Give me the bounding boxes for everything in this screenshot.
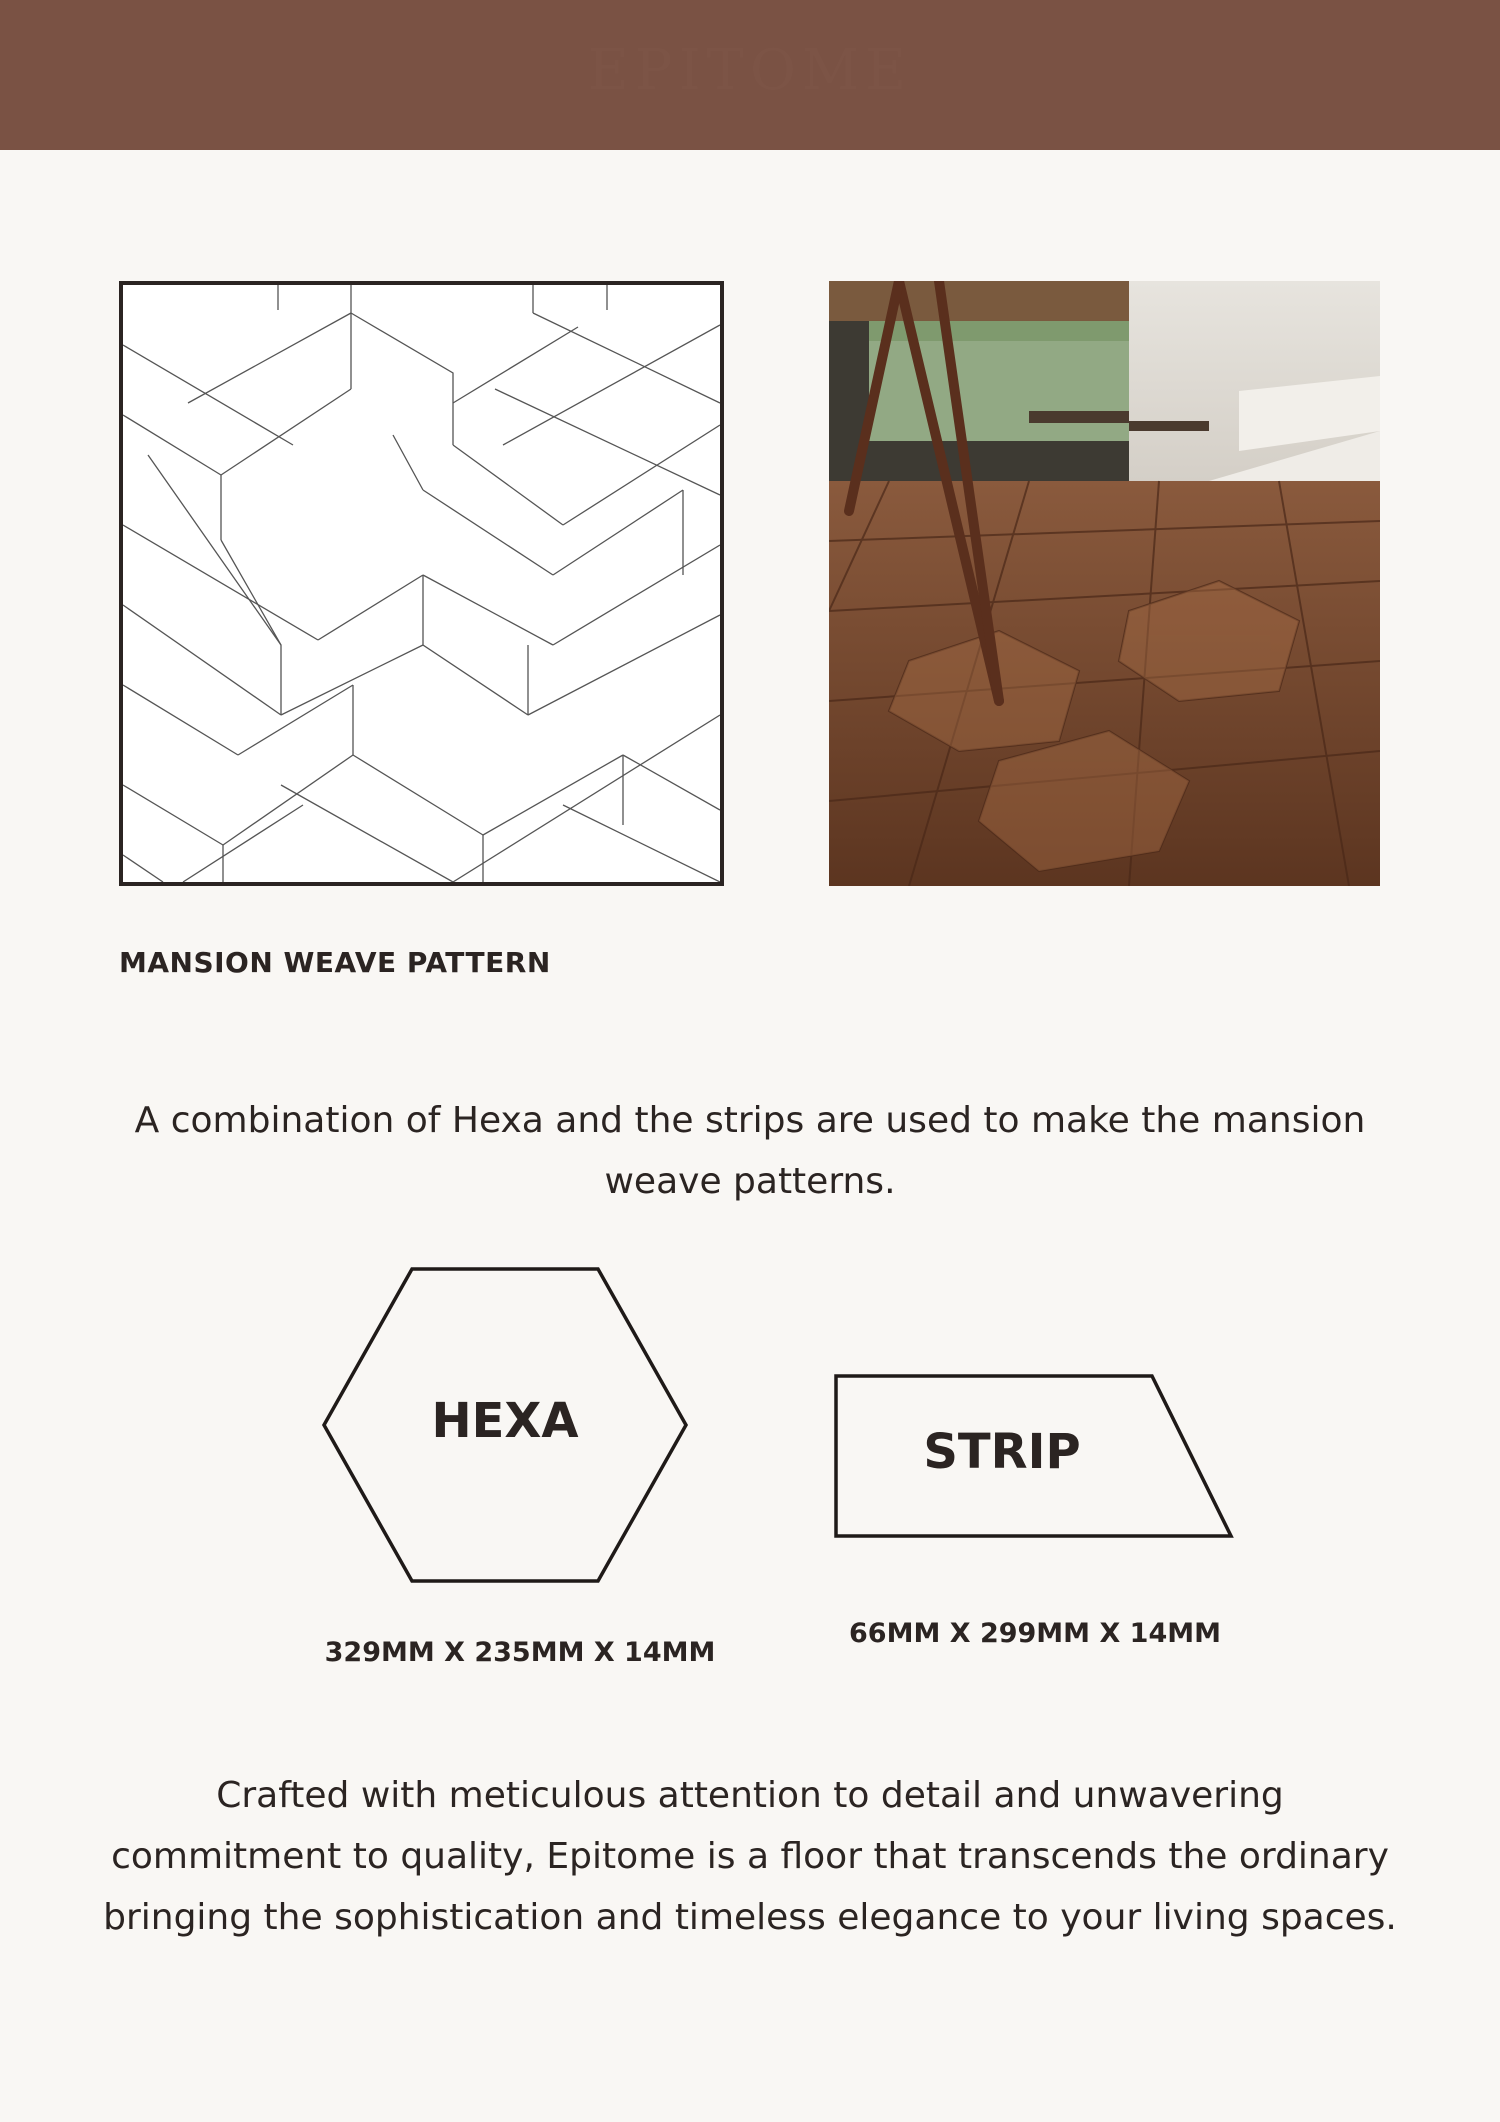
pattern-caption: MANSION WEAVE PATTERN bbox=[119, 946, 551, 979]
strip-label: STRIP bbox=[923, 1424, 1081, 1480]
hexa-label: HEXA bbox=[431, 1393, 579, 1449]
intro-text: A combination of Hexa and the strips are used to make the mansion weave patterns. bbox=[134, 1100, 1366, 1202]
mansion-weave-line-diagram bbox=[123, 285, 720, 882]
header-faint-title: EPITOME bbox=[587, 38, 913, 103]
header-bar bbox=[0, 0, 1500, 150]
parquet-floor-interior-photo bbox=[829, 281, 1380, 886]
strip-dimensions: 66MM X 299MM X 14MM bbox=[849, 1618, 1221, 1649]
hexa-dimensions: 329MM X 235MM X 14MM bbox=[324, 1637, 716, 1668]
closing-text: Crafted with meticulous attention to detail and unwavering commitment to quality, Epitome is a floor that transcends the ordinary bringing the sophistication and timeless elegance to your living spaces. bbox=[103, 1775, 1397, 1938]
floor-photo bbox=[829, 281, 1380, 886]
mansion-weave-diagram bbox=[119, 281, 724, 886]
